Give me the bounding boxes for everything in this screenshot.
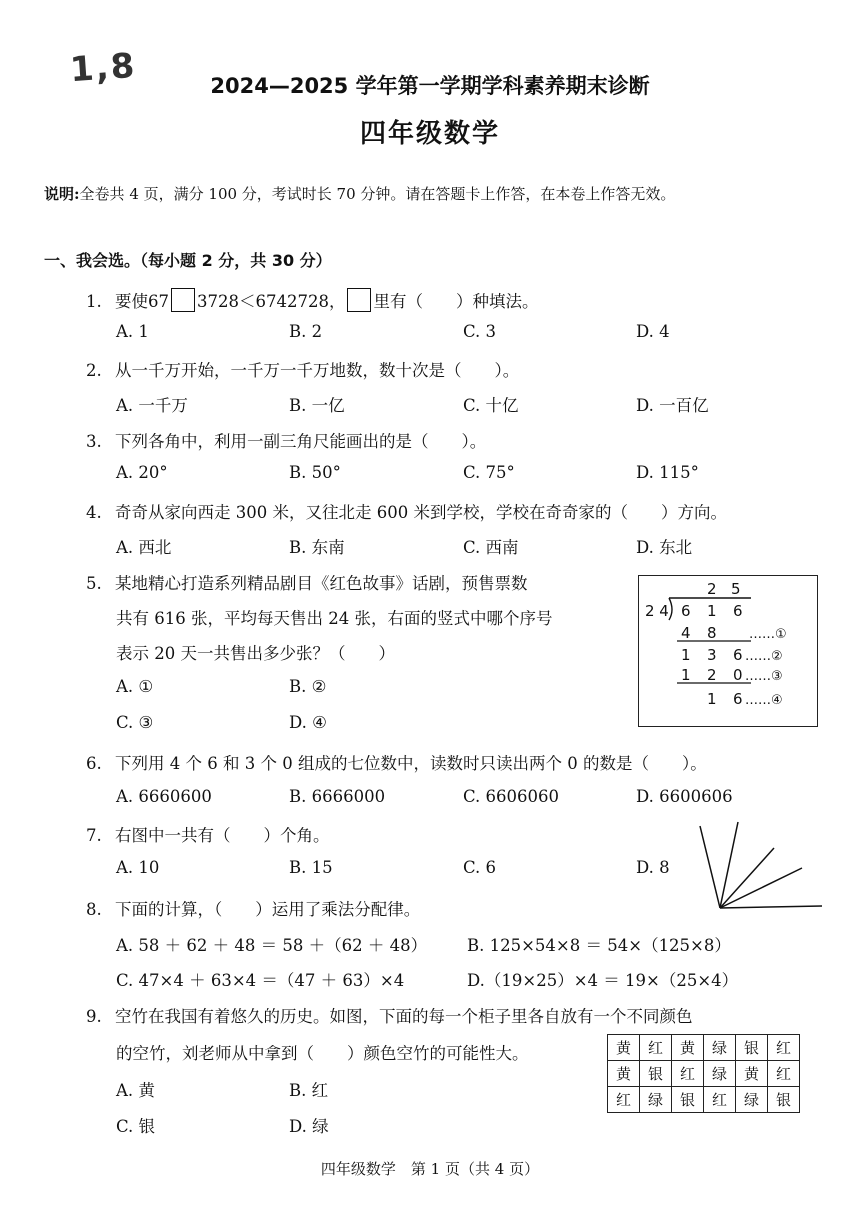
option: D. 115°: [636, 463, 699, 482]
option: C. 6606060: [463, 787, 560, 806]
step3-digit: 0: [733, 666, 743, 684]
question-number: 7.: [86, 826, 102, 845]
divisor: 2 4: [645, 602, 669, 620]
grid-row: [608, 1087, 800, 1113]
angle-figure: [692, 820, 827, 915]
option: A. ①: [116, 677, 154, 696]
question-text: 要使67: [115, 292, 169, 311]
question-text: 的空竹，刘老师从中拿到（ ）颜色空竹的可能性大。: [116, 1044, 529, 1063]
grid-cell: 红: [768, 1035, 800, 1061]
grid-cell: 红: [768, 1061, 800, 1087]
note-label: 说明:: [44, 185, 80, 203]
option: C. 十亿: [463, 396, 519, 415]
step3-digit: 2: [707, 666, 717, 684]
option: C. 银: [116, 1117, 156, 1136]
option: B. 6666000: [289, 787, 386, 806]
question-number: 5.: [86, 574, 102, 593]
grid-cell: 银: [736, 1035, 768, 1061]
question-text: 右图中一共有（ ）个角。: [115, 826, 330, 845]
option: A. 1: [116, 322, 149, 341]
question-text: 共有 616 张，平均每天售出 24 张，右面的竖式中哪个序号: [116, 609, 553, 628]
option: C. 西南: [463, 538, 519, 557]
option: B. 红: [289, 1081, 329, 1100]
step2-digit: 3: [707, 646, 717, 664]
step1-digit: 4: [681, 624, 691, 642]
question-text: 下列用 4 个 6 和 3 个 0 组成的七位数中，读数时只读出两个 0 的数是（ ）。: [115, 754, 707, 773]
question-number: 2.: [86, 361, 102, 380]
option: A. 一千万: [116, 396, 188, 415]
option: C. 6: [463, 858, 497, 877]
step3-digit: 1: [681, 666, 691, 684]
step4-digit: 6: [733, 690, 743, 708]
question-text: 某地精心打造系列精品剧目《红色故事》话剧，预售票数: [115, 574, 528, 593]
page-footer: 四年级数学 第 1 页（共 4 页）: [320, 1160, 540, 1178]
exam-note: [44, 183, 675, 204]
option: A. 58 ＋ 62 ＋ 48 ＝ 58 ＋（62 ＋ 48）: [116, 936, 428, 955]
option: B. ②: [289, 677, 327, 696]
grid-row: [608, 1061, 800, 1087]
grid-cell: 绿: [704, 1035, 736, 1061]
question-number: 6.: [86, 754, 102, 773]
question-9: [86, 1003, 693, 1027]
question-3: [86, 428, 486, 452]
option: B. 2: [289, 322, 323, 341]
option: B. 一亿: [289, 396, 345, 415]
option: D. 一百亿: [636, 396, 709, 415]
step1-digit: 8: [707, 624, 717, 642]
question-text: 3728＜6742728，: [197, 292, 346, 311]
grid-cell: 红: [640, 1035, 672, 1061]
question-4: [86, 499, 727, 523]
question-text: 下面的计算，（ ）运用了乘法分配律。: [115, 900, 421, 919]
grid-cell: 红: [608, 1087, 640, 1113]
blank-box: [171, 288, 195, 312]
option: B. 125×54×8 ＝ 54×（125×8）: [467, 936, 731, 955]
grid-cell: 黄: [672, 1035, 704, 1061]
grid-cell: 黄: [608, 1061, 640, 1087]
option: D.（19×25）×4 ＝ 19×（25×4）: [467, 971, 739, 990]
option: B. 50°: [289, 463, 341, 482]
option: C. 75°: [463, 463, 515, 482]
question-number: 3.: [86, 432, 102, 451]
step4-digit: 1: [707, 690, 717, 708]
question-text: 空竹在我国有着悠久的历史。如图，下面的每一个柜子里各自放有一个不同颜色: [115, 1007, 693, 1026]
grid-cell: 黄: [608, 1035, 640, 1061]
step-mark: ……③: [745, 669, 783, 684]
step-mark: ……④: [745, 693, 783, 708]
grid-cell: 银: [640, 1061, 672, 1087]
long-division-figure: [638, 575, 818, 727]
option: D. ④: [289, 713, 327, 732]
question-5: [86, 570, 528, 594]
question-7: [86, 822, 330, 846]
exam-title: 2024—2025 学年第一学期学科素养期末诊断: [210, 74, 650, 98]
dividend-digit: 1: [707, 602, 717, 620]
option: D. 4: [636, 322, 670, 341]
grid-row: [608, 1035, 800, 1061]
grid-cell: 绿: [640, 1087, 672, 1113]
option: C. 3: [463, 322, 497, 341]
question-text: 下列各角中，利用一副三角尺能画出的是（ ）。: [115, 432, 487, 451]
cabinet-grid: [607, 1034, 800, 1113]
option: B. 15: [289, 858, 333, 877]
question-text: 表示 20 天一共售出多少张？（ ）: [116, 644, 395, 663]
grid-cell: 银: [672, 1087, 704, 1113]
question-text: 奇奇从家向西走 300 米，又往北走 600 米到学校，学校在奇奇家的（ ）方向。: [115, 503, 727, 522]
grid-cell: 银: [768, 1087, 800, 1113]
option: C. ③: [116, 713, 154, 732]
dividend-digit: 6: [733, 602, 743, 620]
question-2: [86, 357, 519, 381]
question-1: [86, 288, 538, 312]
option: D. 绿: [289, 1117, 329, 1136]
option: D. 东北: [636, 538, 693, 557]
question-number: 4.: [86, 503, 102, 522]
option: D. 6600606: [636, 787, 733, 806]
quotient-digit: 2: [707, 580, 717, 598]
option: A. 西北: [116, 538, 172, 557]
option: D. 8: [636, 858, 670, 877]
step2-digit: 6: [733, 646, 743, 664]
step2-digit: 1: [681, 646, 691, 664]
question-number: 9.: [86, 1007, 102, 1026]
question-text: 里有（ ）种填法。: [373, 292, 539, 311]
exam-subtitle: 四年级数学: [359, 119, 500, 149]
question-6: [86, 750, 707, 774]
note-text: 全卷共 4 页，满分 100 分，考试时长 70 分钟。请在答题卡上作答，在本卷上作答无效。: [79, 185, 676, 203]
handwritten-mark: 1,8: [68, 45, 138, 91]
question-text: 从一千万开始，一千万一千万地数，数十次是（ ）。: [115, 361, 520, 380]
long-division-lines: [639, 576, 817, 726]
grid-cell: 红: [704, 1087, 736, 1113]
dividend-digit: 6: [681, 602, 691, 620]
question-number: 1.: [86, 292, 102, 311]
grid-cell: 绿: [736, 1087, 768, 1113]
option: A. 黄: [116, 1081, 155, 1100]
question-number: 8.: [86, 900, 102, 919]
quotient-digit: 5: [731, 580, 741, 598]
section-title: 一、我会选。（每小题 2 分，共 30 分）: [44, 251, 332, 270]
option: A. 20°: [116, 463, 168, 482]
grid-cell: 红: [672, 1061, 704, 1087]
question-8: [86, 896, 420, 920]
grid-cell: 绿: [704, 1061, 736, 1087]
option: B. 东南: [289, 538, 345, 557]
option: A. 10: [116, 858, 160, 877]
blank-box: [347, 288, 371, 312]
step-mark: ……①: [749, 627, 787, 642]
option: C. 47×4 ＋ 63×4 ＝（47 ＋ 63）×4: [116, 971, 405, 990]
option: A. 6660600: [116, 787, 212, 806]
grid-cell: 黄: [736, 1061, 768, 1087]
step-mark: ……②: [745, 649, 783, 664]
